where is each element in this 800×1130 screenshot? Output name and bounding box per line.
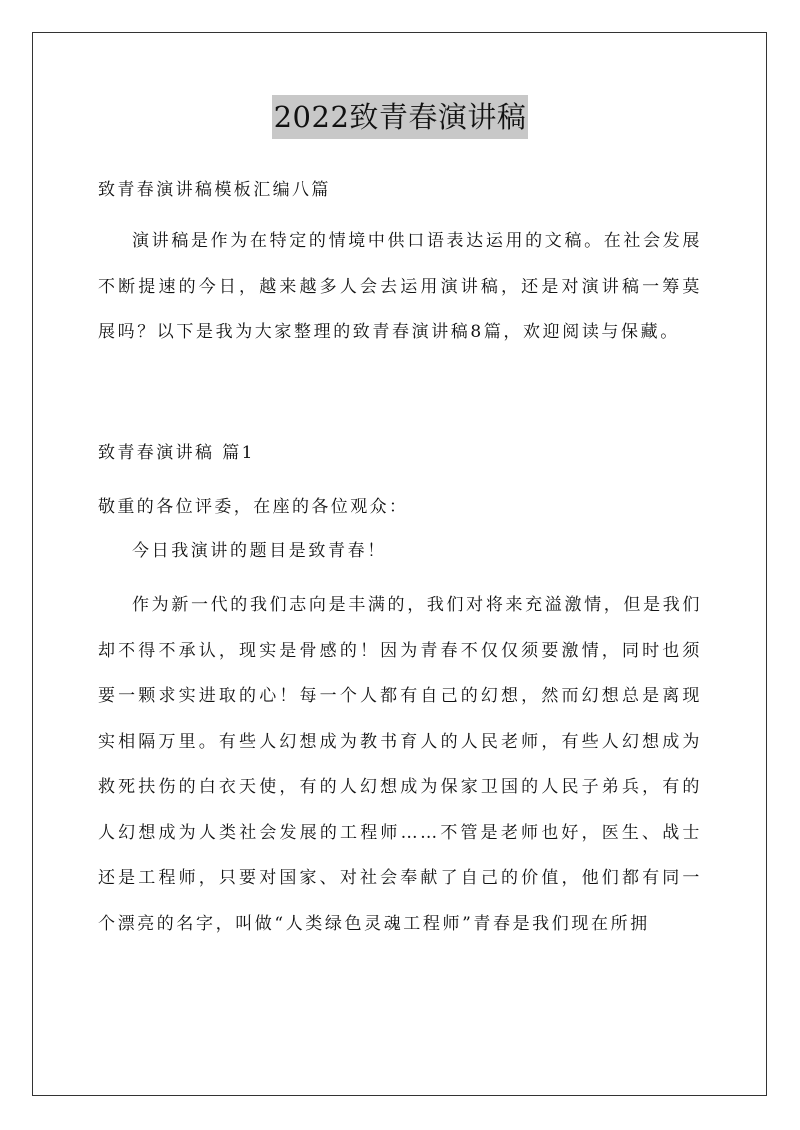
- document-title: 2022致青春演讲稿: [272, 95, 529, 139]
- title-container: [0, 95, 800, 139]
- topic-line: 今日我演讲的题目是致青春！: [132, 541, 387, 561]
- greeting-line: 敬重的各位评委，在座的各位观众：: [98, 497, 409, 517]
- intro-paragraph: 演讲稿是作为在特定的情境中供口语表达运用的文稿。在社会发展不断提速的今日，越来越多人会去运用演讲稿，还是对演讲稿一筹莫展吗？以下是我为大家整理的致青春演讲稿8篇，欢迎阅读与保藏。: [98, 231, 702, 342]
- section-heading: 致青春演讲稿 篇1: [98, 443, 255, 463]
- body-paragraph: 作为新一代的我们志向是丰满的，我们对将来充溢激情，但是我们却不得不承认，现实是骨感的！因为青春不仅仅须要激情，同时也须要一颗求实进取的心！每一个人都有自己的幻想，然而幻想总是离现实相隔万里。有些人幻想成为教书育人的人民老师，有些人幻想成为救死扶伤的白衣天使，有的人幻想成为保家卫国的人民子弟兵，有的人幻想成为人类社会发展的工程师……不管是老师也好，医生、战士还是工程师，只要对国家、对社会奉献了自己的价值，他们都有同一个漂亮的名字，叫做“人类绿色灵魂工程师”青春是我们现在所拥: [98, 595, 702, 934]
- document-subtitle: 致青春演讲稿模板汇编八篇: [98, 180, 331, 200]
